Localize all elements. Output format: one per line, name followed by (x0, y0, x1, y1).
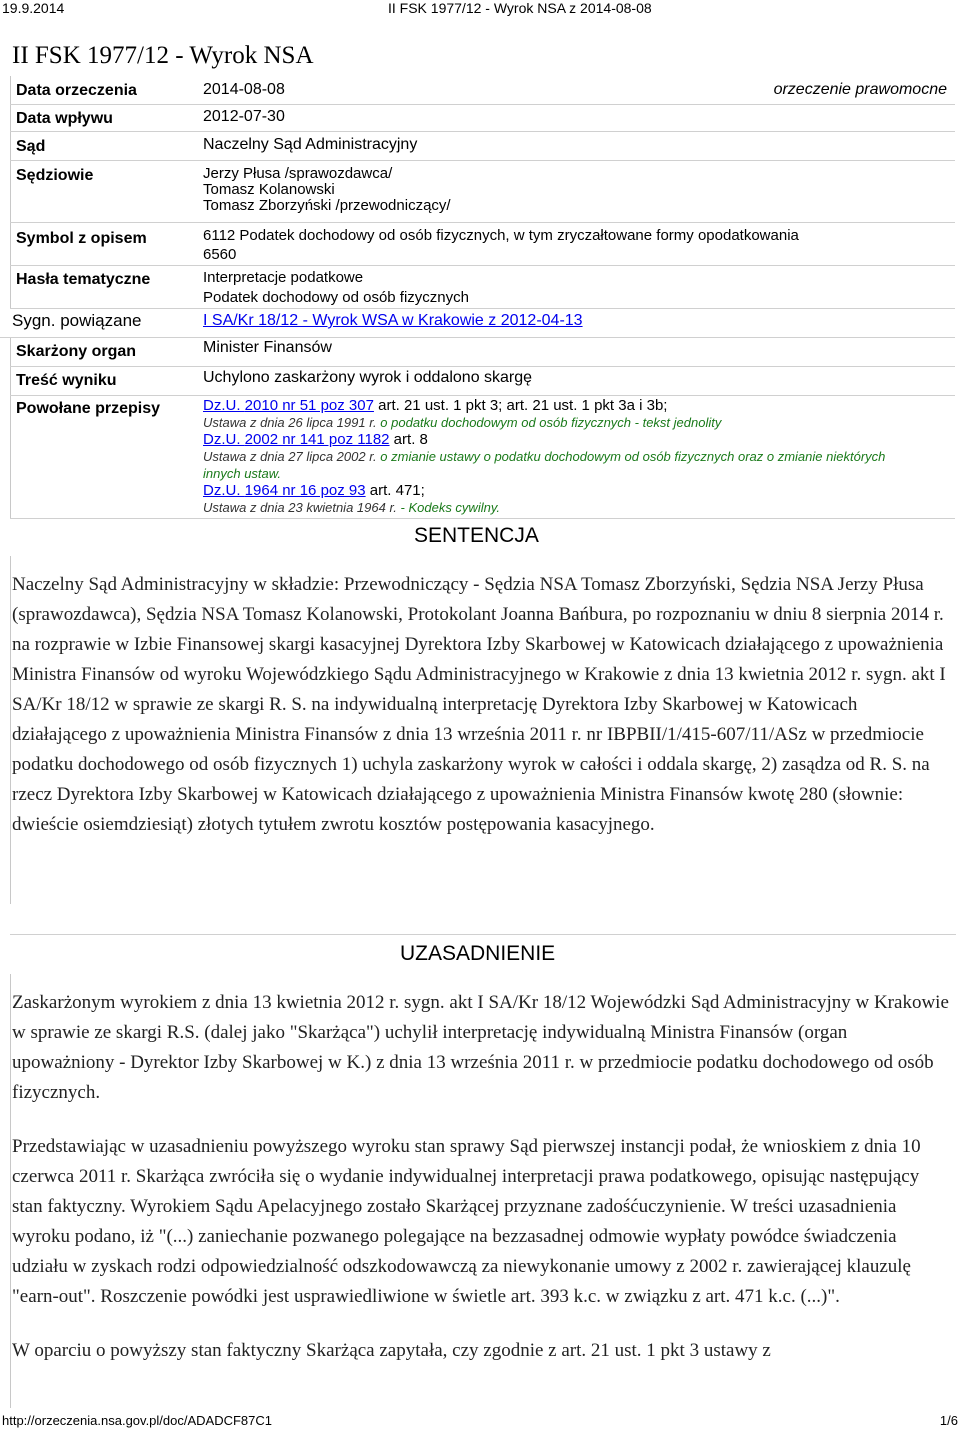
uzasadnienie-paragraph: Przedstawiając w uzasadnieniu powyższego wyroku stan sprawy Sąd pierwszej instancji podał, że wnioskiem z dnia 10 czerwca 2011 r. Skarżąca zwróciła się o wydanie indywidualnej interpretacji prawa podatkowego, opisując następujący stan faktyczny. Wyrokiem Sądu Apelacyjnego zostało Skarżącej przyznane zadośćuczynienie. W treści uzasadnienia wyroku podano, iż "(...) zaniechanie pozwanego polegające na bezzasadnej odmowie wypłaty powódce świadczenia udziału w zyskach rodzi odpowiedzialność odszkodowawczą za niewykonanie umowy z 2002 r. zawierającej klauzulę "earn-out". Roszczenie powódki jest usprawiedliwione w świetle art. 393 k.c. w związku z art. 471 k.c. (...)". (12, 1136, 921, 1307)
uzasadnienie-border (10, 974, 11, 1408)
sentencja-border (10, 556, 11, 904)
related-case-link[interactable]: I SA/Kr 18/12 - Wyrok WSA w Krakowie z 2012-04-13 (203, 312, 583, 329)
uzasadnienie-paragraph: Zaskarżonym wyrokiem z dnia 13 kwietnia 2012 r. sygn. akt I SA/Kr 18/12 Wojewódzki Sąd Administracyjny w Krakowie w sprawie ze skargi R.S. (dalej jako "Skarżąca") uchylił interpretację indywidualną Ministra Finansów (organ upoważniony - Dyrektor Izby Skarbowej w K.) z dnia 13 września 2011 r. w przedmiocie podatku dochodowego od osób fizycznych. (12, 992, 949, 1103)
provision-desc (203, 448, 951, 465)
provision-link-text: 1964 nr 16 poz 93 (244, 482, 366, 499)
meta-label: Sąd (16, 138, 46, 155)
meta-label: Sędziowie (16, 167, 94, 184)
meta-value: Minister Finansów (203, 339, 332, 356)
print-header (0, 0, 960, 20)
provision-dz: Dz.U. (203, 482, 241, 499)
meta-row-symbol (10, 223, 955, 266)
meta-label: Data wpływu (16, 110, 113, 127)
provision-link-text: 2002 nr 141 poz 1182 (244, 431, 390, 448)
uzasadnienie-heading: UZASADNIENIE (400, 942, 556, 965)
meta-row-przepisy (10, 396, 955, 519)
print-date: 19.9.2014 (2, 0, 65, 16)
meta-row-hasla (10, 266, 955, 309)
section-divider (10, 934, 956, 935)
status-badge: orzeczenie prawomocne (773, 81, 947, 98)
meta-label: Treść wyniku (16, 372, 117, 389)
provision-dz: Dz.U. (203, 431, 241, 448)
provision-desc (203, 414, 951, 431)
meta-value: Naczelny Sąd Administracyjny (203, 136, 418, 153)
provision-link[interactable] (203, 397, 374, 414)
provision-desc (203, 499, 951, 516)
meta-value: Uchylono zaskarżony wyrok i oddalono skargę (203, 369, 533, 386)
meta-label: Powołane przepisy (16, 400, 161, 417)
provision-articles: art. 471; (365, 482, 425, 499)
judges-list (203, 166, 451, 214)
meta-row-sad (10, 132, 955, 161)
meta-row-organ (10, 338, 955, 367)
uzasadnienie-text (12, 988, 952, 1366)
keywords-list (203, 268, 469, 308)
keyword-item: Podatek dochodowy od osób fizycznych (203, 289, 469, 306)
keyword-item: Interpretacje podatkowe (203, 269, 364, 286)
page-title: II FSK 1977/12 - Wyrok NSA (12, 42, 314, 69)
provision-desc-date: Ustawa z dnia 27 lipca 2002 r. (203, 449, 377, 464)
print-footer (0, 1413, 960, 1433)
provision-link[interactable] (203, 431, 390, 448)
provision-desc-cont (203, 465, 951, 482)
provision-desc-date: Ustawa z dnia 23 kwietnia 1964 r. (203, 500, 397, 515)
meta-value: 2012-07-30 (203, 108, 285, 125)
provision-item (203, 482, 951, 499)
sentencja-text (12, 570, 952, 840)
provision-item (203, 397, 951, 414)
provision-desc-title: o zmianie ustawy o podatku dochodowym od osób fizycznych oraz o zmianie niektórych (376, 449, 886, 464)
sentencja-paragraph: Naczelny Sąd Administracyjny w składzie: Przewodniczący - Sędzia NSA Tomasz Zborzyński, Sędzia NSA Jerzy Płusa (sprawozdawca), Sędzia NSA Tomasz Kolanowski, Protokolant Joanna Bańbura, po rozpoznaniu w dniu 8 sierpnia 2014 r. na rozprawie w Izbie Finansowej skargi kasacyjnej Dyrektora Izby Skarbowej w Katowicach działającego z upoważnienia Ministra Finansów od wyroku Wojewódzkiego Sądu Administracyjnego w Krakowie z dnia 13 kwietnia 2012 r. sygn. akt I SA/Kr 18/12 w sprawie ze skargi R. S. na indywidualną interpretację Dyrektora Izby Skarbowej w Katowicach działającego z upoważnienia Ministra Finansów z dnia 13 września 2011 r. nr IBPBII/1/415-607/11/ASz w przedmiocie podatku dochodowego od osób fizycznych 1) uchyla zaskarżony wyrok w całości i oddala skargę, 2) zasądza od R. S. na rzecz Dyrektora Izby Skarbowej w Katowicach działającego z upoważnienia Ministra Finansów kwotę 280 (słownie: dwieście osiemdziesiąt) złotych tytułem zwrotu kosztów postępowania kasacyjnego. (12, 574, 946, 835)
meta-label: Skarżony organ (16, 343, 137, 360)
uzasadnienie-paragraph: W oparciu o powyższy stan faktyczny Skarżąca zapytała, czy zgodnie z art. 21 ust. 1 pkt 3 ustawy z (12, 1340, 771, 1361)
judge-item: Tomasz Zborzyński /przewodniczący/ (203, 197, 451, 214)
print-title: II FSK 1977/12 - Wyrok NSA z 2014-08-08 (388, 0, 652, 16)
meta-row-sedziowie (10, 161, 955, 223)
meta-label: Symbol z opisem (16, 230, 147, 247)
meta-row-tresc (10, 367, 955, 396)
symbol-list (203, 226, 799, 264)
symbol-item: 6112 Podatek dochodowy od osób fizycznych, w tym zryczałtowane formy opodatkowania (203, 227, 799, 244)
provision-articles: art. 21 ust. 1 pkt 3; art. 21 ust. 1 pkt 3a i 3b; (373, 397, 668, 414)
meta-value: 2014-08-08 (203, 81, 285, 98)
meta-label: Hasła tematyczne (16, 271, 151, 288)
provision-link-text: 2010 nr 51 poz 307 (244, 397, 374, 414)
provision-item (203, 431, 951, 448)
judge-item: Tomasz Kolanowski (203, 181, 335, 198)
provision-link[interactable] (203, 482, 366, 499)
sentencja-heading: SENTENCJA (414, 524, 539, 547)
meta-label: Sygn. powiązane (12, 311, 142, 330)
provision-desc-title: innych ustaw. (203, 466, 282, 481)
provision-desc-date: Ustawa z dnia 26 lipca 1991 r. (203, 415, 377, 430)
meta-row-data-wplywu (10, 105, 955, 132)
page-number: 1/6 (939, 1413, 958, 1428)
provision-desc-title: - Kodeks cywilny. (396, 500, 500, 515)
provision-dz: Dz.U. (203, 397, 241, 414)
meta-row-sygn (0, 309, 955, 338)
provision-desc-title: o podatku dochodowym od osób fizycznych - tekst jednolity (376, 415, 722, 430)
judge-item: Jerzy Płusa /sprawozdawca/ (203, 165, 393, 182)
symbol-item: 6560 (203, 246, 237, 263)
provisions-list (203, 397, 951, 516)
meta-row-data-orzeczenia (10, 78, 955, 105)
provision-articles: art. 8 (389, 431, 428, 448)
print-url: http://orzeczenia.nsa.gov.pl/doc/ADADCF87C1 (2, 1413, 273, 1428)
meta-label: Data orzeczenia (16, 82, 137, 99)
